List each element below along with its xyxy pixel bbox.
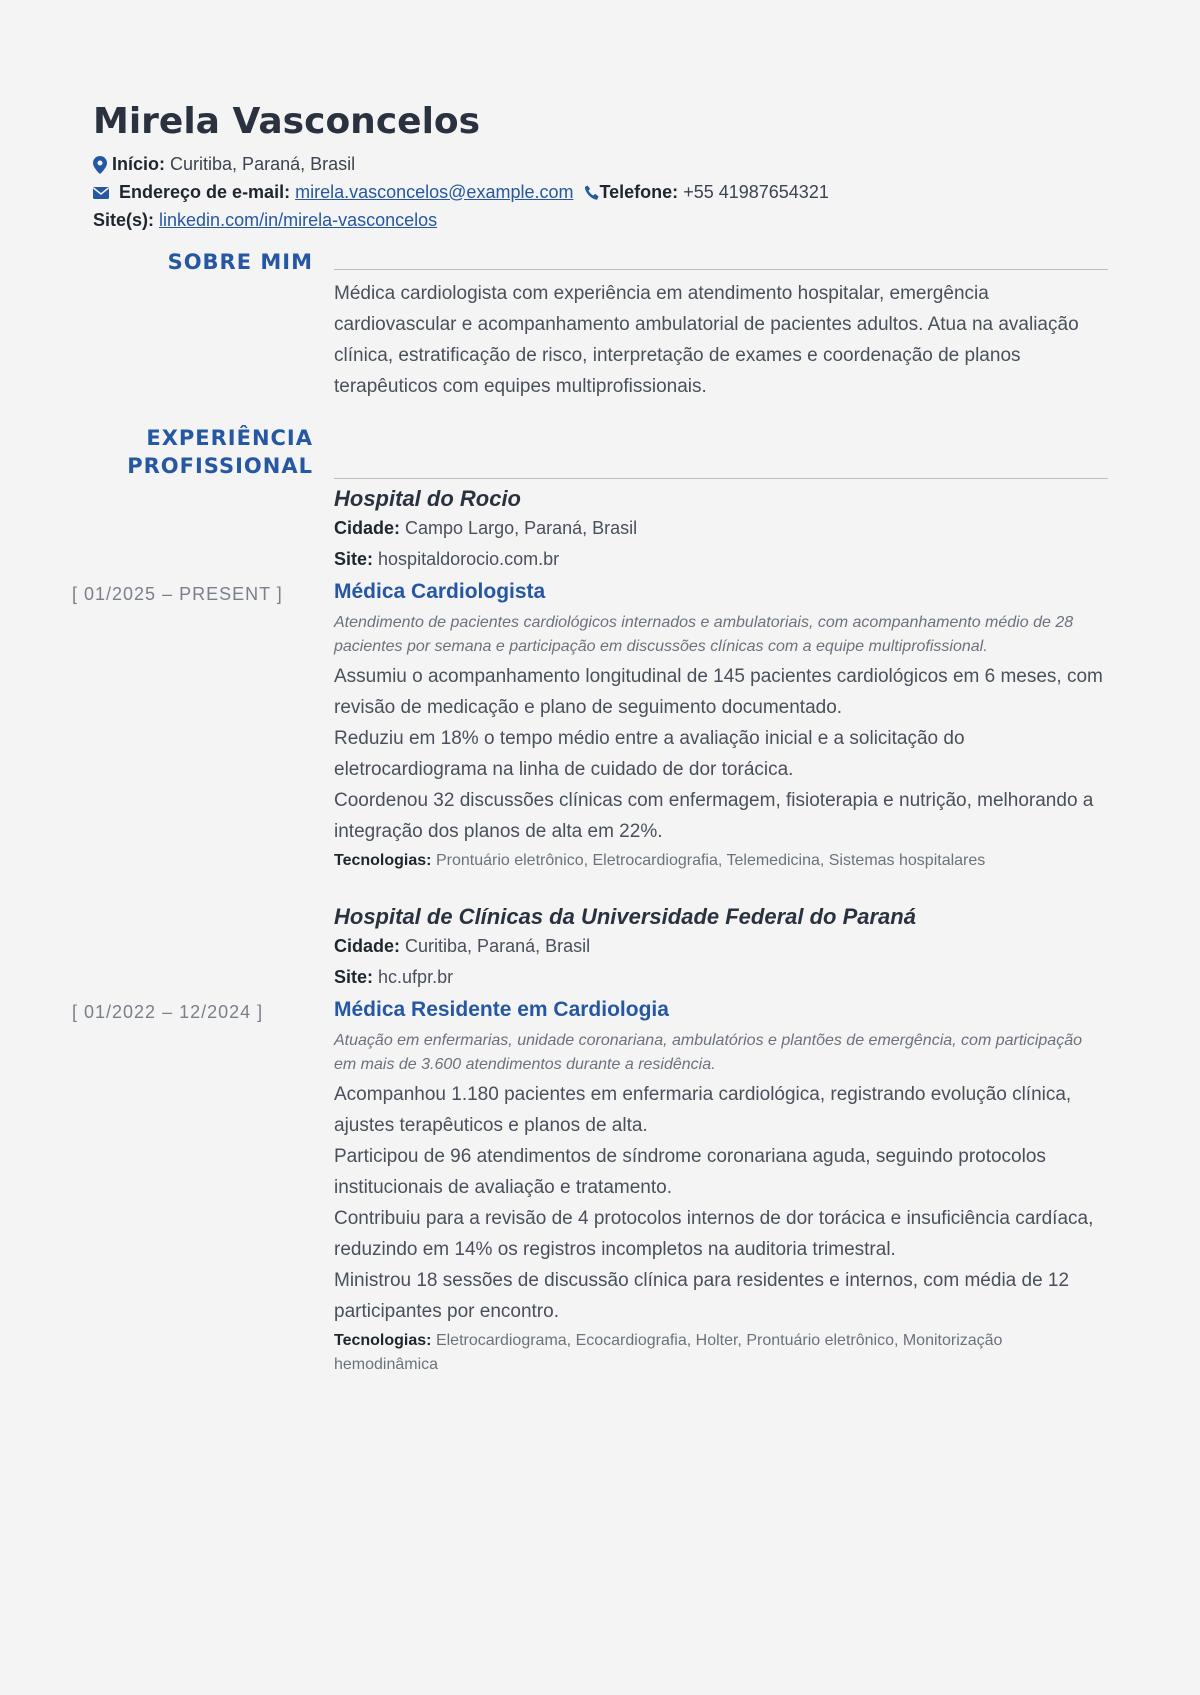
- job-description: Atendimento de pacientes cardiológicos internados e ambulatoriais, com acompanhamento médio de 28 pacientes por semana e participação em discussões clínicas com a equipe multiprofissional.: [334, 613, 1074, 655]
- job-description: Atuação em enfermarias, unidade coronariana, ambulatórios e plantões de emergência, com participação em mais de 3.600 atendimentos durante a residência.: [334, 1031, 1082, 1073]
- city-label: Cidade:: [334, 935, 401, 956]
- email-label: Endereço de e-mail:: [119, 181, 291, 202]
- tech-value: Prontuário eletrônico, Eletrocardiografia, Telemedicina, Sistemas hospitalares: [435, 851, 986, 869]
- contact-info: [93, 150, 1108, 234]
- resume: [72, 101, 1108, 1377]
- sites-label: Site(s):: [93, 209, 155, 230]
- site-label: Site:: [334, 966, 374, 987]
- job-achievements: [334, 661, 1108, 847]
- achievement-item: Coordenou 32 discussões clínicas com enfermagem, fisioterapia e nutrição, melhorando a integração dos planos de alta em 22%.: [334, 789, 1094, 842]
- experience-title-line1: EXPERIÊNCIA: [146, 425, 313, 450]
- site-value: hc.ufpr.br: [378, 966, 454, 987]
- about-section: [93, 248, 1108, 402]
- job-role: Médica Residente em Cardiologia: [334, 997, 669, 1021]
- phone-label: Telefone:: [599, 181, 679, 202]
- tech-label: Tecnologias:: [334, 851, 432, 869]
- location-label: Início:: [112, 153, 166, 174]
- envelope-icon: [93, 187, 109, 199]
- experience-section: [72, 424, 1108, 1377]
- achievement-item: Contribuiu para a revisão de 4 protocolos internos de dor torácica e insuficiência cardíaca, reduzindo em 14% os registros incompletos na auditoria trimestral.: [334, 1207, 1094, 1260]
- candidate-name: Mirela Vasconcelos: [93, 101, 481, 142]
- job-role: Médica Cardiologista: [334, 579, 546, 603]
- location-line: [93, 150, 1108, 178]
- achievement-item: Reduziu em 18% o tempo médio entre a avaliação inicial e a solicitação do eletrocardiograma na linha de cuidado de dor torácica.: [334, 727, 965, 780]
- job-entry: [72, 903, 1108, 1377]
- company-name: Hospital de Clínicas da Universidade Federal do Paraná: [334, 903, 916, 929]
- sites-line: [93, 206, 1108, 234]
- city-value: Campo Largo, Paraná, Brasil: [405, 517, 638, 538]
- company-name: Hospital do Rocio: [334, 485, 521, 511]
- job-dates: [ 01/2025 – PRESENT ]: [72, 583, 283, 604]
- phone-value: +55 41987654321: [683, 181, 829, 202]
- email-phone-line: [93, 178, 1108, 206]
- job-achievements: [334, 1079, 1108, 1327]
- company-city: [334, 931, 1108, 962]
- about-text: Médica cardiologista com experiência em atendimento hospitalar, emergência cardiovascular e acompanhamento ambulatorial de pacientes adultos. Atua na avaliação clínica, estratificação de risco, interpretação de exames e coordenação de planos terapêuticos com equipes multiprofissionais.: [334, 282, 1079, 397]
- job-dates: [ 01/2022 – 12/2024 ]: [72, 1001, 264, 1022]
- location-pin-icon: [93, 156, 107, 174]
- achievement-item: Assumiu o acompanhamento longitudinal de 145 pacientes cardiológicos em 6 meses, com revisão de medicação e plano de seguimento documentado.: [334, 665, 1103, 718]
- city-value: Curitiba, Paraná, Brasil: [405, 935, 591, 956]
- experience-title: [93, 424, 334, 1377]
- job-technologies: [334, 849, 1108, 873]
- company-site: [334, 962, 1108, 993]
- about-title: SOBRE MIM: [167, 249, 313, 274]
- phone-icon: [584, 185, 600, 201]
- tech-value: Eletrocardiograma, Ecocardiografia, Holter, Prontuário eletrônico, Monitorização hemodinâmica: [334, 1331, 1003, 1373]
- job-entry: [72, 485, 1108, 873]
- linkedin-link[interactable]: linkedin.com/in/mirela-vasconcelos: [159, 209, 438, 230]
- location-value: Curitiba, Paraná, Brasil: [170, 153, 356, 174]
- site-value: hospitaldorocio.com.br: [378, 548, 560, 569]
- experience-divider: [334, 478, 1108, 479]
- achievement-item: Acompanhou 1.180 pacientes em enfermaria cardiológica, registrando evolução clínica, ajustes terapêuticos e planos de alta.: [334, 1083, 1072, 1136]
- site-label: Site:: [334, 548, 374, 569]
- job-technologies: [334, 1329, 1108, 1377]
- email-link[interactable]: mirela.vasconcelos@example.com: [295, 181, 574, 202]
- company-city: [334, 513, 1108, 544]
- tech-label: Tecnologias:: [334, 1331, 432, 1349]
- achievement-item: Ministrou 18 sessões de discussão clínica para residentes e internos, com média de 12 participantes por encontro.: [334, 1269, 1070, 1322]
- about-divider: [334, 269, 1108, 270]
- company-site: [334, 544, 1108, 575]
- achievement-item: Participou de 96 atendimentos de síndrome coronariana aguda, seguindo protocolos institucionais de avaliação e tratamento.: [334, 1145, 1046, 1198]
- experience-title-line2: PROFISSIONAL: [127, 453, 313, 478]
- city-label: Cidade:: [334, 517, 401, 538]
